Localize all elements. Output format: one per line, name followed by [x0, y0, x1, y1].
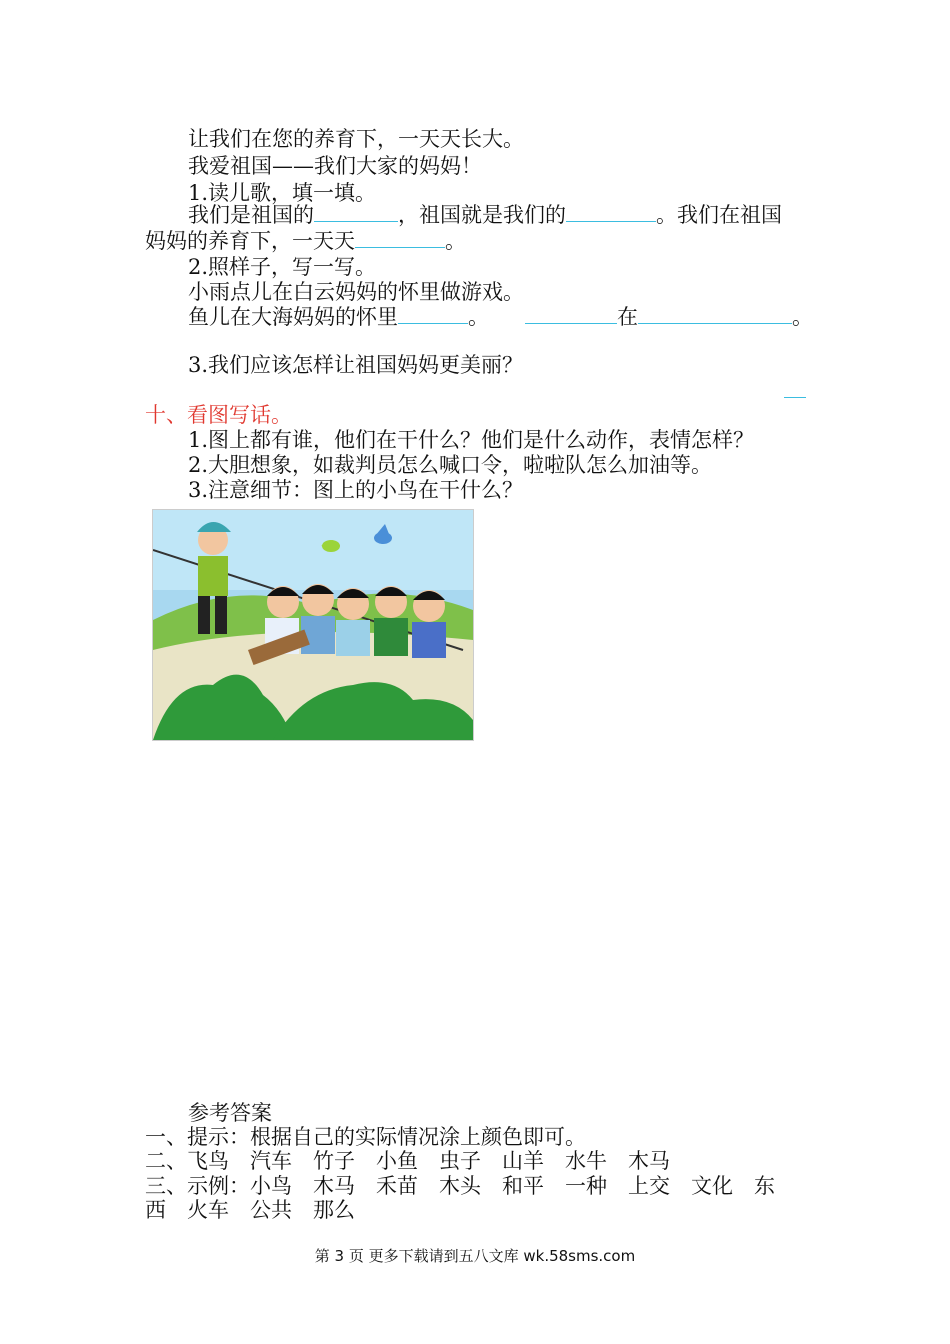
question-1-line-2	[145, 228, 466, 254]
q1-text-c: 。我们在祖国	[656, 203, 782, 227]
q1-blank-3[interactable]	[355, 229, 445, 248]
q1-blank-1[interactable]	[314, 203, 398, 222]
question-2-example: 小雨点儿在白云妈妈的怀里做游戏。	[188, 280, 524, 304]
q2-text-b: 。	[468, 305, 489, 329]
poem-line-2: 我爱祖国——我们大家的妈妈！	[188, 154, 482, 178]
q1-text-b: ，祖国就是我们的	[398, 203, 566, 227]
answer-2: 二、飞鸟 汽车 竹子 小鱼 虫子 山羊 水牛 木马	[145, 1149, 670, 1173]
section-10-heading: 十、看图写话。	[145, 403, 292, 427]
q2-text-c: 在	[617, 305, 638, 329]
q2-blank-1[interactable]	[398, 305, 468, 324]
section-10-hint-1: 1.图上都有谁，他们在干什么？他们是什么动作，表情怎样？	[188, 428, 755, 452]
q2-text-d: 。	[792, 305, 813, 329]
question-1-title: 1.读儿歌，填一填。	[188, 181, 377, 205]
poem-line-1: 让我们在您的养育下，一天天长大。	[188, 127, 524, 151]
answer-3-line-1: 三、示例：小鸟 木马 禾苗 木头 和平 一种 上交 文化 东	[145, 1174, 775, 1198]
q1-text-a: 我们是祖国的	[188, 203, 314, 227]
section-10-hint-2: 2.大胆想象，如裁判员怎么喊口令，啦啦队怎么加油等。	[188, 453, 713, 477]
tug-of-war-illustration	[152, 509, 474, 741]
illustration-svg	[153, 510, 473, 740]
question-2-exercise	[188, 304, 813, 330]
question-2-title: 2.照样子，写一写。	[188, 255, 377, 279]
question-1-line-1	[188, 202, 782, 228]
answer-1: 一、提示：根据自己的实际情况涂上颜色即可。	[145, 1125, 586, 1149]
q3-answer-blank[interactable]	[784, 397, 806, 398]
q1-blank-2[interactable]	[566, 203, 656, 222]
q1-text-d: 妈妈的养育下，一天天	[145, 229, 355, 253]
question-3-title: 3.我们应该怎样让祖国妈妈更美丽？	[188, 353, 524, 377]
answer-3-line-2: 西 火车 公共 那么	[145, 1198, 355, 1222]
q1-text-e: 。	[445, 229, 466, 253]
answers-title: 参考答案	[188, 1101, 272, 1125]
q2-blank-2[interactable]	[525, 305, 617, 324]
q2-blank-3[interactable]	[638, 305, 792, 324]
q2-text-a: 鱼儿在大海妈妈的怀里	[188, 305, 398, 329]
page-footer: 第 3 页 更多下载请到五八文库 wk.58sms.com	[314, 1247, 636, 1265]
section-10-hint-3: 3.注意细节：图上的小鸟在干什么？	[188, 478, 524, 502]
